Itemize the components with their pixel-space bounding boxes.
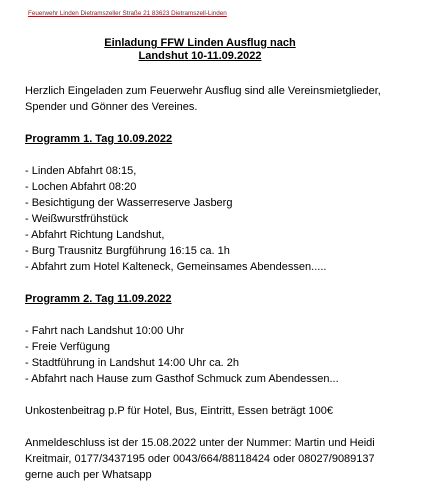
letterhead [28,0,428,20]
list-item: - Besichtigung der Wasserreserve Jasberg [25,197,233,209]
list-item: - Lochen Abfahrt 08:20 [25,181,137,193]
day2-title: Programm 2. Tag 11.09.2022 [25,293,172,305]
list-item: - Abfahrt Richtung Landshut, [25,229,165,241]
cost-info: Unkostenbeitrag p.P für Hotel, Bus, Eintritt, Essen beträgt 100€ [25,405,333,417]
day2-program-list [25,323,397,387]
document-title [0,37,400,63]
day1-program-list [25,163,397,275]
registration-line-1: Anmeldeschluss ist der 15.08.2022 unter der Nummer: Martin und Heidi [25,437,375,449]
list-item: - Linden Abfahrt 08:15, [25,165,137,177]
intro-line-2: Spender und Gönner des Vereines. [25,101,198,113]
intro-line-1: Herzlich Eingeladen zum Feuerwehr Ausflug sind alle Vereinsmietglieder, [25,85,381,97]
list-item: - Stadtführung in Landshut 14:00 Uhr ca. 2h [25,357,240,369]
list-item: - Weißwurstfrühstück [25,213,129,225]
registration-line-3: gerne auch per Whatsapp [25,469,152,481]
registration-line-2: Kreitmair, 0177/3437195 oder 0043/664/88118424 oder 08027/9089137 [25,453,375,465]
title-line-2: Landshut 10-11.09.2022 [138,50,262,62]
list-item: - Burg Trausnitz Burgführung 16:15 ca. 1h [25,245,230,257]
list-item: - Freie Verfügung [25,341,110,353]
list-item: - Abfahrt zum Hotel Kalteneck, Gemeinsames Abendessen..... [25,261,327,273]
document-body [25,83,397,483]
list-item: - Abfahrt nach Hause zum Gasthof Schmuck zum Abendessen... [25,373,339,385]
letterhead-address: Feuerwehr Linden Dietramszeller Straße 21 83623 Dietramszell-Linden [28,10,227,17]
list-item: - Fahrt nach Landshut 10:00 Uhr [25,325,184,337]
title-line-1: Einladung FFW Linden Ausflug nach [104,37,296,49]
day1-title: Programm 1. Tag 10.09.2022 [25,133,173,145]
